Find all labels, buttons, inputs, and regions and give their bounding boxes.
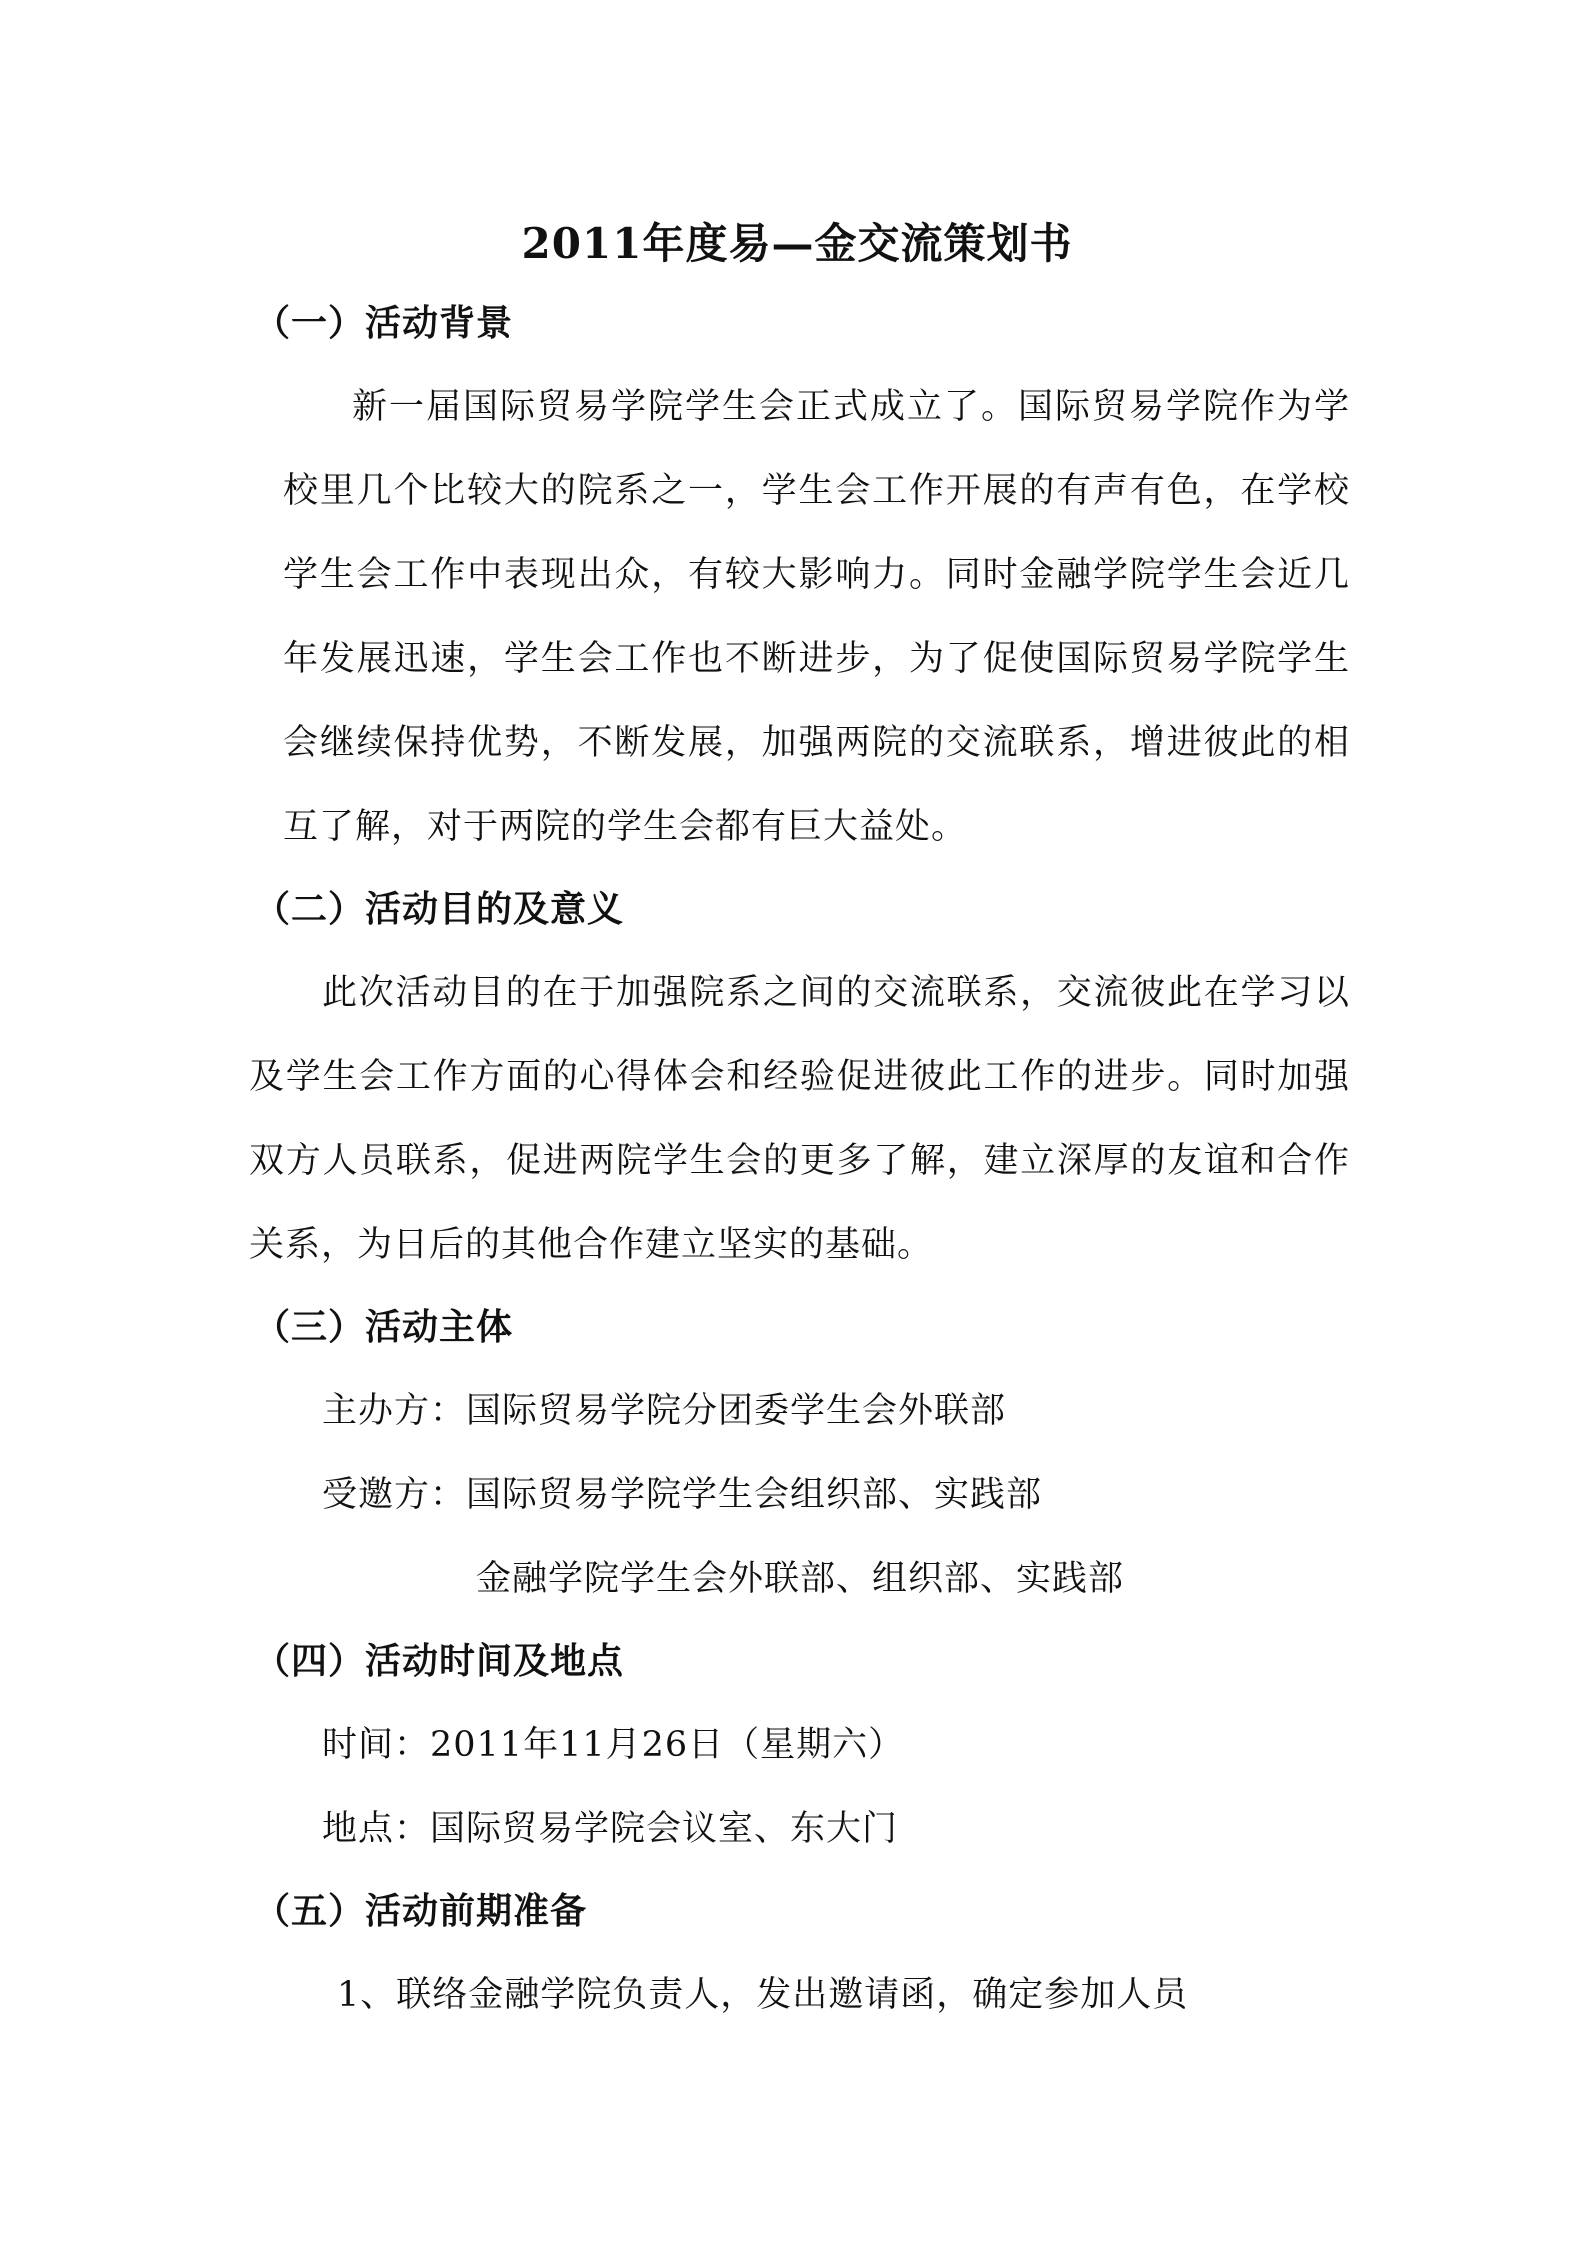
paragraph-line: 会继续保持优势，不断发展，加强两院的交流联系，增进彼此的相	[283, 723, 1350, 763]
section-heading: （一）活动背景	[254, 302, 514, 344]
invitee-line: 金融学院学生会外联部、组织部、实践部	[476, 1559, 1125, 1599]
paragraph-line: 双方人员联系，促进两院学生会的更多了解，建立深厚的友谊和合作	[249, 1141, 1350, 1181]
paragraph-line: 此次活动目的在于加强院系之间的交流联系，交流彼此在学习以	[322, 973, 1350, 1013]
paragraph-line: 校里几个比较大的院系之一，学生会工作开展的有声有色，在学校	[283, 471, 1350, 511]
section-heading: （三）活动主体	[254, 1306, 514, 1348]
section-heading: （二）活动目的及意义	[254, 888, 625, 930]
paragraph-line: 关系，为日后的其他合作建立坚实的基础。	[249, 1225, 934, 1265]
paragraph-line: 学生会工作中表现出众，有较大影响力。同时金融学院学生会近几	[283, 555, 1350, 595]
paragraph-line: 及学生会工作方面的心得体会和经验促进彼此工作的进步。同时加强	[249, 1057, 1350, 1097]
section-heading: （四）活动时间及地点	[254, 1640, 625, 1682]
invitee-line: 受邀方：国际贸易学院学生会组织部、实践部	[322, 1475, 1043, 1515]
paragraph-line: 互了解，对于两院的学生会都有巨大益处。	[283, 807, 968, 847]
list-item: 1、联络金融学院负责人，发出邀请函，确定参加人员	[337, 1975, 1189, 2015]
document-title: 2011年度易—金交流策划书	[521, 219, 1073, 268]
location-line: 地点：国际贸易学院会议室、东大门	[322, 1809, 899, 1849]
time-line: 时间：2011年11月26日（星期六）	[322, 1725, 905, 1765]
paragraph-line: 新一届国际贸易学院学生会正式成立了。国际贸易学院作为学	[352, 387, 1350, 427]
section-heading: （五）活动前期准备	[254, 1890, 588, 1932]
host-line: 主办方：国际贸易学院分团委学生会外联部	[322, 1391, 1007, 1431]
paragraph-line: 年发展迅速，学生会工作也不断进步，为了促使国际贸易学院学生	[283, 639, 1350, 679]
